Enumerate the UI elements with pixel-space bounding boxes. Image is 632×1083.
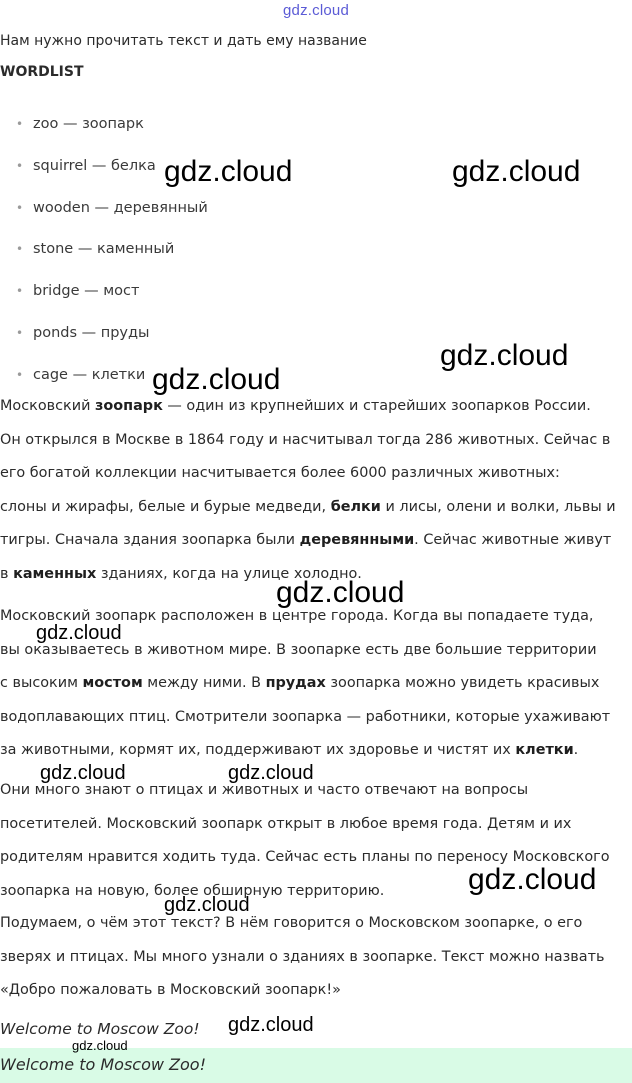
wordlist-title: WORDLIST [0, 64, 84, 80]
wordlist-item-text: zoo — зоопарк [33, 116, 144, 132]
watermark: gdz.cloud [40, 762, 126, 784]
answer-highlight-text: Welcome to Moscow Zoo! [0, 1055, 206, 1074]
wordlist-item-text: cage — клетки [33, 366, 146, 383]
bullet-icon: • [16, 200, 24, 215]
text-line: Московский зоопарк — один из крупнейших и старейших зоопарков России. [0, 398, 591, 414]
answer-highlight [0, 1048, 632, 1083]
text-line: тигры. Сначала здания зоопарка были деревянными. Сейчас животные живут [0, 532, 612, 548]
watermark: gdz.cloud [468, 863, 597, 896]
watermark: gdz.cloud [228, 762, 314, 784]
wordlist-item [16, 279, 208, 321]
wordlist-item [16, 321, 208, 363]
watermark: gdz.cloud [164, 894, 250, 916]
answer-title: Welcome to Moscow Zoo! [0, 1020, 200, 1038]
wordlist-item [16, 196, 208, 238]
text-line: Он открылся в Москве в 1864 году и насчитывал тогда 286 животных. Сейчас в [0, 431, 611, 448]
bullet-icon: • [16, 325, 24, 340]
text-line: слоны и жирафы, белые и бурые медведи, белки и лисы, олени и волки, львы и [0, 498, 616, 515]
top-watermark: gdz.cloud [282, 2, 349, 19]
wordlist-item-text: bridge — мост [33, 283, 140, 300]
text-line: посетителей. Московский зоопарк открыт в любое время года. Детям и их [0, 815, 572, 832]
watermark: gdz.cloud [164, 155, 293, 188]
text-line: зоопарка на новую, более обширную территорию. [0, 882, 385, 899]
bullet-icon: • [16, 242, 24, 257]
text-line: зверях и птицах. Мы много узнали о зданиях в зоопарке. Текст можно назвать [0, 948, 605, 965]
text-line: Они много знают о птицах и животных и часто отвечают на вопросы [0, 782, 529, 798]
wordlist-item-text: stone — каменный [33, 241, 175, 258]
bullet-icon: • [16, 158, 24, 173]
watermark: gdz.cloud [276, 576, 405, 609]
text-line: «Добро пожаловать в Московский зоопарк!» [0, 982, 341, 998]
text-line: за животными, кормят их, поддерживают их здоровье и чистят их клетки. [0, 742, 579, 758]
text-line: в каменных зданиях, когда на улице холодно. [0, 565, 362, 582]
text-line: с высоким мостом между ними. В прудах зоопарка можно увидеть красивых [0, 675, 600, 691]
text-line: вы оказываетесь в животном мире. В зоопарке есть две большие территории [0, 641, 597, 658]
paragraph-1 [0, 390, 632, 591]
wordlist-item [16, 112, 208, 154]
watermark: gdz.cloud [228, 1014, 314, 1036]
wordlist-item-text: ponds — пруды [33, 324, 150, 341]
watermark: gdz.cloud [152, 363, 281, 396]
wordlist-item [16, 237, 208, 279]
watermark: gdz.cloud [36, 622, 122, 644]
watermark: gdz.cloud [440, 339, 569, 372]
watermark: gdz.cloud [452, 155, 581, 188]
wordlist-item-text: squirrel — белка [33, 157, 156, 174]
text-line: Московский зоопарк расположен в центре города. Когда вы попадаете туда, [0, 608, 594, 624]
bullet-icon: • [16, 117, 24, 131]
watermark: gdz.cloud [72, 1038, 128, 1053]
text-line: родителям нравится ходить туда. Сейчас есть планы по переносу Московского [0, 849, 610, 865]
text-line: Подумаем, о чём этот текст? В нём говорится о Московском зоопарке, о его [0, 915, 583, 931]
text-line: его богатой коллекции насчитывается более 6000 различных животных: [0, 465, 560, 481]
wordlist-item-text: wooden — деревянный [33, 199, 208, 216]
task-text: Нам нужно прочитать текст и дать ему название [0, 33, 367, 49]
text-line: водоплавающих птиц. Смотрители зоопарка — работники, которые ухаживают [0, 708, 611, 725]
paragraph-4 [0, 907, 632, 1008]
bullet-icon: • [16, 367, 24, 382]
bullet-icon: • [16, 284, 24, 299]
